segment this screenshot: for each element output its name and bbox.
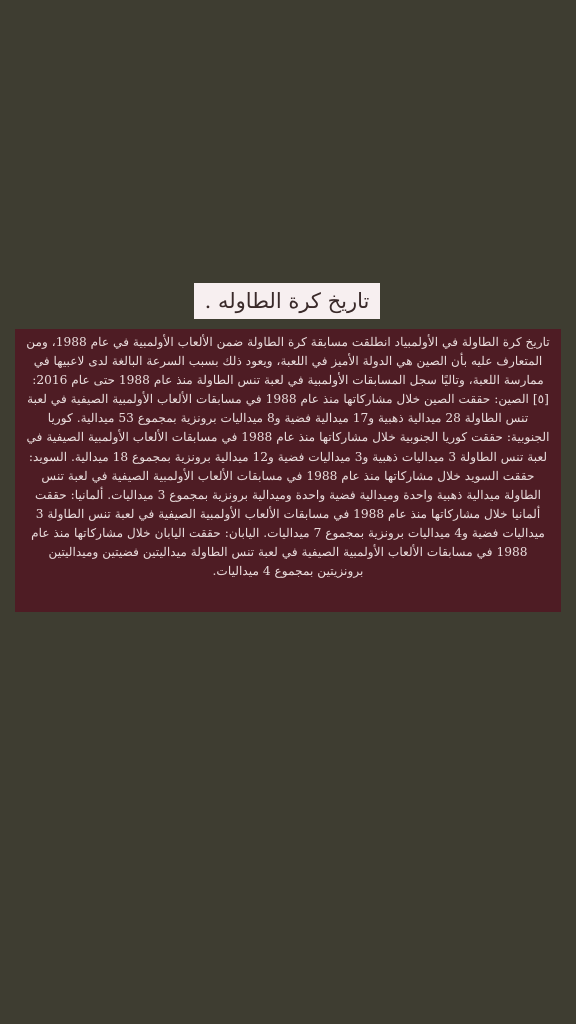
post-body-text: تاريخ كرة الطاولة في الأولمبياد انطلقت مسابقة كرة الطاولة ضمن الألعاب الأولمبية في عام 1988، ومن المتعارف عليه بأن الصين هي الدولة الأميز في اللعبة، ويعود ذلك بسبب السرعة البالغة لدى لاعبيها في ممارسة اللعبة، وتاليًا سجل المسابقات الأولمبية في لعبة تنس الطاولة منذ عام 1988 حتى عام 2016:[٥] الصين: حققت الصين خلال مشاركاتها منذ عام 1988 في مسابقات الألعاب الأولمبية الصيفية في لعبة تنس الطاولة 28 ميدالية ذهبية و17 ميدالية فضية و8 ميداليات برونزية بمجموع 53 ميدالية. كوريا الجنوبية: حققت كوريا الجنوبية خلال مشاركاتها منذ عام 1988 في مسابقات الألعاب الأولمبية الصيفية في لعبة تنس الطاولة 3 ميداليات ذهبية و3 ميداليات فضية و12 ميدالية برونزية بمجموع 18 ميدالية. السويد: حققت السويد خلال مشاركاتها منذ عام 1988 في مسابقات الألعاب الأولمبية الصيفية في لعبة تنس الطاولة ميدالية ذهبية واحدة وميدالية فضية واحدة وميدالية برونزية بمجموع 3 ميداليات. ألمانيا: حققت ألمانيا خلال مشاركاتها منذ عام 1988 في مسابقات الألعاب الأولمبية الصيفية في لعبة تنس الطاولة 3 ميداليات فضية و4 ميداليات برونزية بمجموع 7 ميداليات. اليابان: حققت اليابان خلال مشاركاتها منذ عام 1988 في مسابقات الألعاب الأولمبية الصيفية في لعبة تنس الطاولة ميداليتين فضيتين وميداليتين برونزيتين بمجموع 4 ميداليات. xyxy=(26,335,550,579)
post-body xyxy=(15,329,561,612)
post-title-text: تاريخ كرة الطاوله . xyxy=(204,289,370,313)
post-title xyxy=(194,283,380,319)
